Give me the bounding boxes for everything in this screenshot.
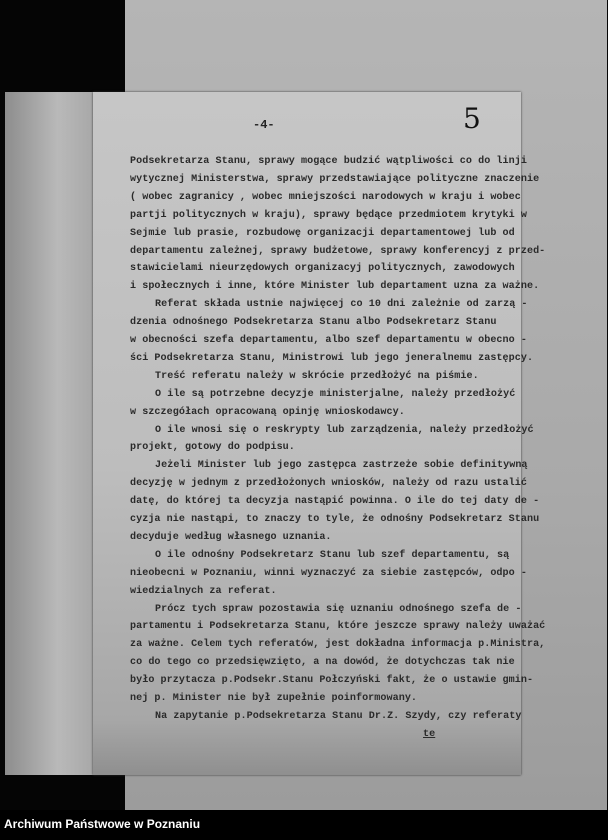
text-line: w szczegółach opracowaną opinję wnioskodawcy.	[130, 406, 405, 418]
text-line: za ważne. Celem tych referatów, jest dokładna informacja p.Ministra,	[130, 639, 546, 651]
text-line: Jeżeli Minister lub jego zastępca zastrzeże sobie definitywną	[155, 460, 528, 472]
text-line: co do tego co przedsięwzięto, a na dowód, że dotychczas tak nie	[130, 657, 515, 669]
text-line: stawicielami nieurzędowych organizacyj politycznych, zawodowych	[130, 263, 515, 275]
text-line: decyzję w jednym z przedłożonych wniosków, należy od razu ustalić	[130, 478, 527, 490]
text-line: O ile są potrzebne decyzje ministerjalne, należy przedłożyć	[155, 388, 516, 400]
archive-name: Archiwum Państwowe w Poznaniu	[4, 817, 201, 831]
text-line: projekt, gotowy do podpisu.	[130, 442, 295, 454]
folio-number: 5	[463, 102, 481, 135]
text-line: partji politycznych w kraju), sprawy będące przedmiotem krytyki w	[130, 209, 527, 221]
text-line: te	[423, 728, 436, 740]
text-line: O ile wnosi się o reskrypty lub zarządzenia, należy przedłożyć	[155, 424, 534, 436]
left-paper-strip	[5, 92, 93, 775]
text-line: wytycznej Ministerstwa, sprawy przedstawiające polityczne znaczenie	[130, 173, 540, 185]
text-line: i społecznych i inne, które Minister lub departament uzna za ważne.	[130, 281, 540, 293]
text-line: O ile odnośny Podsekretarz Stanu lub szef departamentu, są	[155, 549, 510, 561]
text-line: decyduje według własnego uznania.	[130, 531, 332, 543]
text-line: Referat składa ustnie najwięcej co 10 dni zależnie od zarzą -	[155, 299, 528, 311]
text-line: wiedzialnych za referat.	[130, 585, 277, 597]
text-line: nej p. Minister nie był zupełnie poinformowany.	[130, 693, 418, 704]
text-line: datę, do której ta decyzja nastąpić powinna. O ile do tej daty de -	[130, 496, 540, 508]
text-line: ( wobec zagranicy , wobec mniejszości narodowych w kraju i wobec	[130, 191, 521, 203]
text-line: nieobecni w Poznaniu, winni wyznaczyć za siebie zastępców, odpo -	[130, 567, 527, 579]
text-line: departamentu zależnej, sprawy budżetowe, sprawy konferencyj z przed-	[130, 245, 546, 257]
text-line: dzenia odnośnego Podsekretarza Stanu albo Podsekretarz Stanu	[130, 317, 497, 329]
footer-bar	[0, 810, 608, 840]
text-line: ści Podsekretarza Stanu, Ministrowi lub jego jeneralnemu zastępcy.	[130, 352, 534, 364]
text-line: cyzja nie nastąpi, to znaczy to tyle, że odnośny Podsekretarz Stanu	[130, 514, 540, 525]
text-line: Treść referatu należy w skrócie przedłożyć na piśmie.	[155, 370, 479, 382]
text-line: w obecności szefa departamentu, albo szef departamentu w obecno -	[130, 335, 527, 346]
text-line: Prócz tych spraw pozostawia się uznaniu odnośnego szefa de -	[155, 603, 522, 615]
text-line: było przytacza p.Podsekr.Stanu Połczyński fakt, że o ustawie gmin-	[130, 675, 534, 687]
text-line: Na zapytanie p.Podsekretarza Stanu Dr.Z. Szydy, czy referaty	[155, 710, 522, 722]
page-number: -4-	[253, 118, 275, 132]
text-line: partamentu i Podsekretarza Stanu, które jeszcze sprawy należy uważać	[130, 621, 546, 633]
document-page	[93, 92, 546, 775]
text-line: Sejmie lub prasie, rozbudowę organizacji departamentowej lub od	[130, 227, 515, 239]
text-line: Podsekretarza Stanu, sprawy mogące budzić wątpliwości co do linji	[130, 156, 527, 167]
